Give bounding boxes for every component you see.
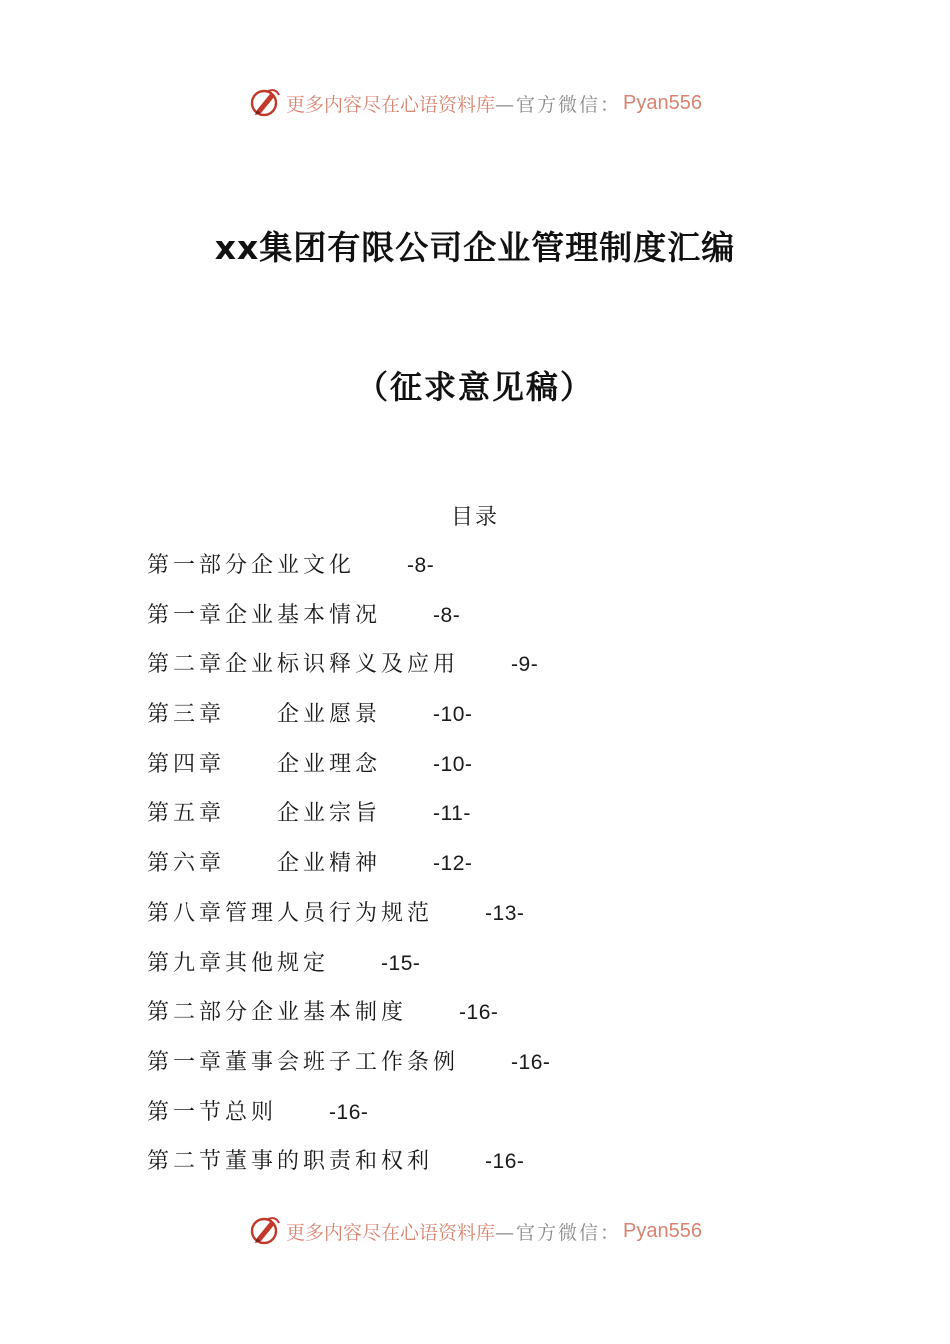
toc-entry-page-number: -9- — [511, 653, 539, 677]
watermark-site-text: 更多内容尽在心语资料库 — [286, 1221, 496, 1244]
toc-entry-page-number: -10- — [433, 703, 473, 727]
toc-entry-label: 第一章企业基本情况 — [147, 602, 382, 628]
pen-logo-icon — [248, 1214, 282, 1248]
toc-entry-page-number: -11- — [433, 802, 471, 826]
toc-entry-label: 第四章 — [147, 751, 226, 777]
toc-entry-page-number: -16- — [329, 1100, 369, 1124]
toc-entry — [147, 1093, 867, 1143]
toc-entry-label: 第二节董事的职责和权利 — [147, 1149, 434, 1175]
toc-entry-label: 第二部分企业基本制度 — [147, 1000, 408, 1026]
toc-entry-page-number: -16- — [485, 1150, 525, 1174]
toc-entry-label: 第三章 — [147, 702, 226, 728]
toc-entry-label: 第一章董事会班子工作条例 — [147, 1049, 460, 1075]
toc-entry-page-number: -8- — [433, 603, 461, 627]
toc-entry — [147, 596, 867, 646]
document-subtitle: （征求意见稿） — [355, 368, 594, 406]
toc-entry — [147, 993, 867, 1043]
toc-heading: 目录 — [450, 505, 499, 530]
toc-entry-label: 第九章其他规定 — [147, 950, 330, 976]
toc-entry-label: 第五章 — [147, 801, 226, 827]
toc-entry-label: 第一部分企业文化 — [147, 553, 356, 578]
toc-entry-label: 第六章 — [147, 851, 226, 877]
watermark-label-text: —官方微信： — [495, 1221, 622, 1244]
watermark-header — [0, 83, 950, 123]
toc-entry — [147, 546, 867, 596]
toc-entry-page-number: -15- — [381, 951, 421, 975]
document-title: xx集团有限公司企业管理制度汇编 — [214, 228, 736, 267]
toc-entry-page-number: -13- — [485, 901, 525, 925]
toc-entry — [147, 1043, 867, 1093]
toc-entry-page-number: -10- — [433, 752, 473, 776]
pen-logo-icon — [248, 86, 282, 120]
toc-entry-label: 企业理念 — [277, 751, 382, 777]
toc-entry-label: 企业愿景 — [277, 702, 382, 728]
toc-entry-page-number: -12- — [433, 852, 473, 876]
watermark-wechat-id: Pyan556 — [623, 91, 702, 114]
watermark-site-text: 更多内容尽在心语资料库 — [286, 93, 496, 116]
toc-entry — [147, 645, 867, 695]
watermark-footer — [0, 1211, 950, 1251]
toc-entry — [147, 794, 867, 844]
toc-entry-page-number: -16- — [459, 1001, 499, 1025]
watermark-label-text: —官方微信： — [495, 93, 622, 116]
toc-entry-label: 第二章企业标识释义及应用 — [147, 652, 460, 678]
table-of-contents — [147, 546, 867, 1192]
toc-entry-label: 第一节总则 — [147, 1099, 278, 1125]
toc-entry — [147, 844, 867, 894]
toc-entry — [147, 695, 867, 745]
watermark-wechat-id: Pyan556 — [623, 1219, 702, 1242]
toc-entry-label: 企业精神 — [277, 851, 382, 877]
toc-entry-page-number: -16- — [511, 1050, 551, 1074]
toc-entry — [147, 745, 867, 795]
toc-entry-label: 第八章管理人员行为规范 — [147, 900, 434, 926]
toc-entry — [147, 944, 867, 994]
toc-entry — [147, 1142, 867, 1192]
toc-entry-page-number: -8- — [407, 554, 435, 577]
toc-entry-label: 企业宗旨 — [277, 801, 382, 827]
toc-entry — [147, 894, 867, 944]
